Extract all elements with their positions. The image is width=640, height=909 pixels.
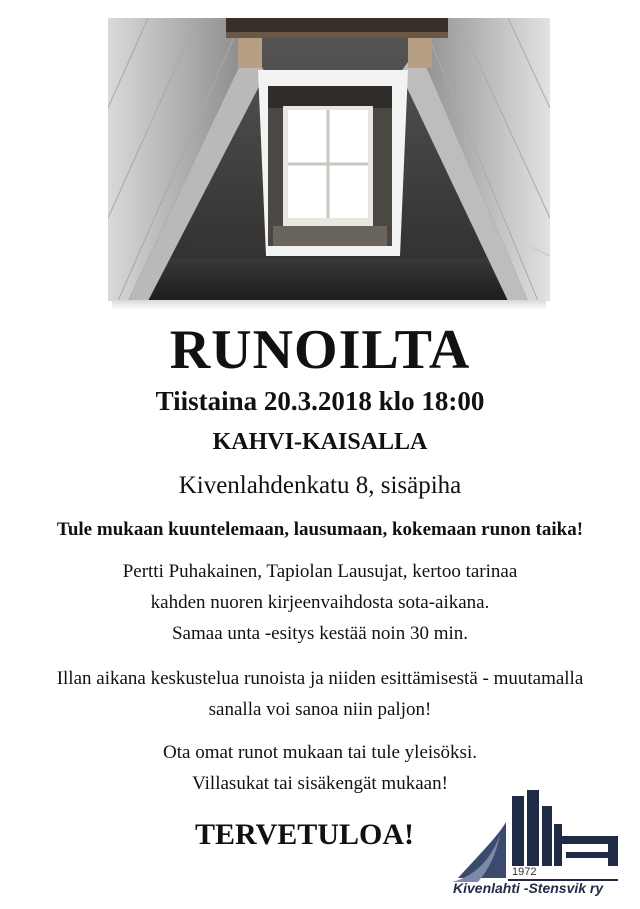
attic-window-photo (108, 18, 550, 301)
program-paragraph (0, 556, 640, 649)
text-line: Villasukat tai sisäkengät mukaan! (192, 773, 448, 794)
text-line: sanalla voi sanoa niin paljon! (208, 699, 432, 720)
logo-name: Kivenlahti -Stensvik ry (453, 880, 604, 896)
photo-shadow (112, 300, 546, 310)
text-line: Illan aikana keskustelua runoista ja niiden esittämisestä - muutamalla (56, 668, 584, 689)
logo-year: 1972 (512, 866, 537, 878)
text-line: kahden nuoren kirjeenvaihdosta sota-aikana. (150, 592, 490, 613)
poster-title: RUNOILTA (169, 319, 471, 381)
welcome-text: TERVETULOA! (195, 818, 414, 851)
text-line: Ota omat runot mukaan tai tule yleisöksi. (163, 742, 477, 763)
event-address: Kivenlahdenkatu 8, sisäpiha (178, 472, 462, 499)
event-date-time: Tiistaina 20.3.2018 klo 18:00 (155, 386, 485, 416)
discussion-paragraph (0, 663, 640, 725)
text-line: Pertti Puhakainen, Tapiolan Lausujat, kertoo tarinaa (122, 561, 518, 582)
invitation-line: Tule mukaan kuuntelemaan, lausumaan, kokemaan runon taika! (56, 519, 584, 540)
text-line: Samaa unta -esitys kestää noin 30 min. (171, 623, 469, 644)
event-venue: KAHVI-KAISALLA (212, 429, 428, 455)
